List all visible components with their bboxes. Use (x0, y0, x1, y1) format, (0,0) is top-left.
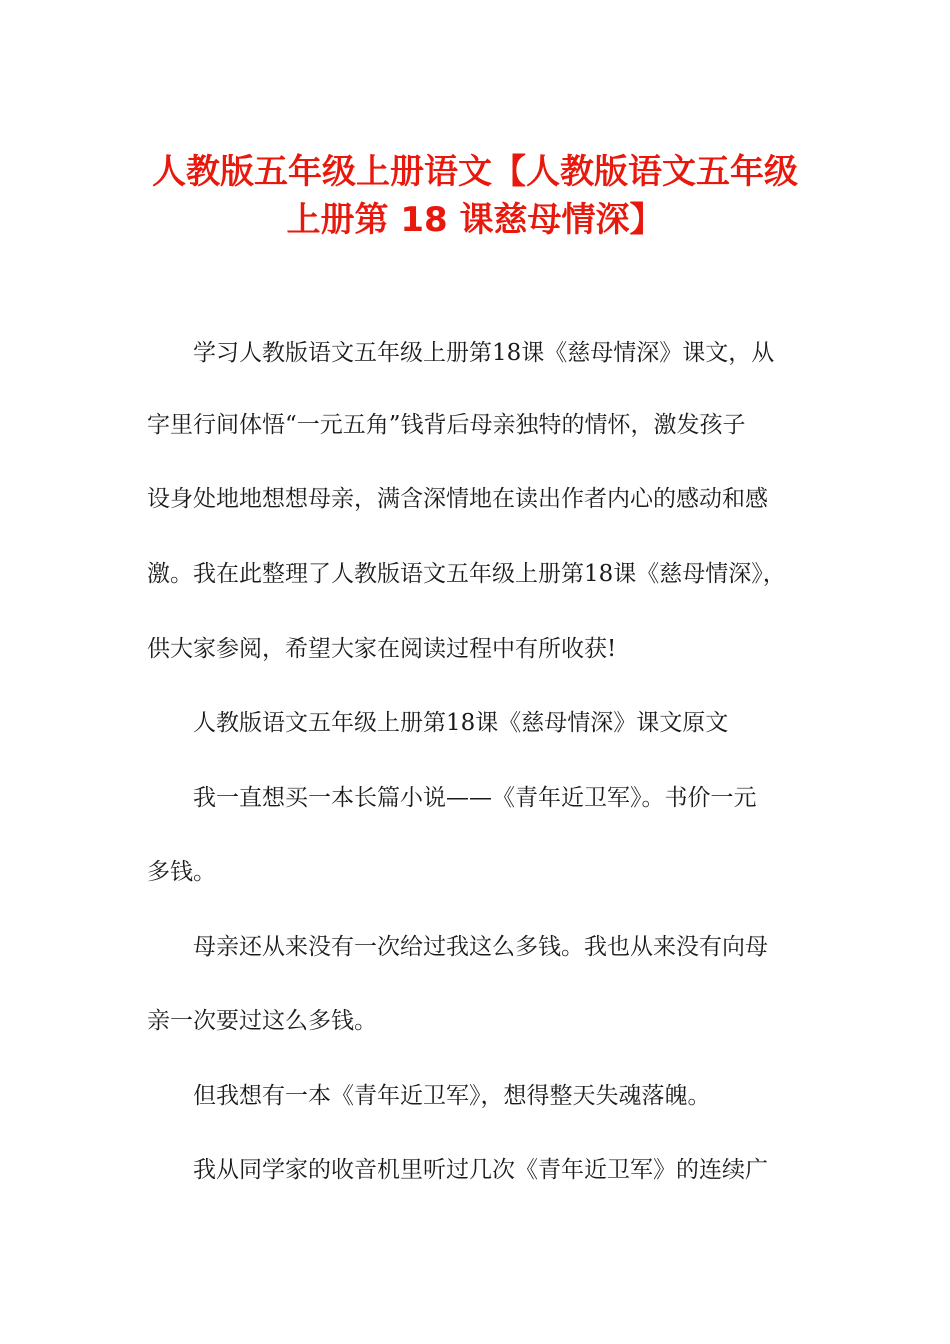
paragraph-line: 字里行间体悟“一元五角”钱背后母亲独特的情怀，激发孩子 (147, 412, 746, 438)
paragraph-line: 设身处地地想想母亲，满含深情地在读出作者内心的感动和感 (147, 486, 768, 512)
paragraph-line: 我从同学家的收音机里听过几次《青年近卫军》的连续广 (193, 1157, 768, 1183)
paragraph-line: 学习人教版语文五年级上册第18课《慈母情深》课文，从 (193, 340, 775, 366)
title-line-1: 人教版五年级上册语文【人教版语文五年级 (152, 152, 798, 192)
paragraph-line: 多钱。 (147, 859, 216, 885)
paragraph-line: 母亲还从来没有一次给过我这么多钱。我也从来没有向母 (193, 934, 768, 960)
paragraph-line: 但我想有一本《青年近卫军》，想得整天失魂落魄。 (193, 1083, 711, 1109)
paragraph-line: 我一直想买一本长篇小说——《青年近卫军》。书价一元 (193, 785, 757, 811)
paragraph-line: 供大家参阅，希望大家在阅读过程中有所收获! (147, 636, 617, 662)
paragraph-line: 激。我在此整理了人教版语文五年级上册第18课《慈母情深》， (147, 561, 786, 587)
title-line-2: 上册第 18 课慈母情深】 (286, 200, 664, 240)
section-heading: 人教版语文五年级上册第18课《慈母情深》课文原文 (193, 710, 729, 736)
paragraph-line: 亲一次要过这么多钱。 (147, 1008, 377, 1034)
